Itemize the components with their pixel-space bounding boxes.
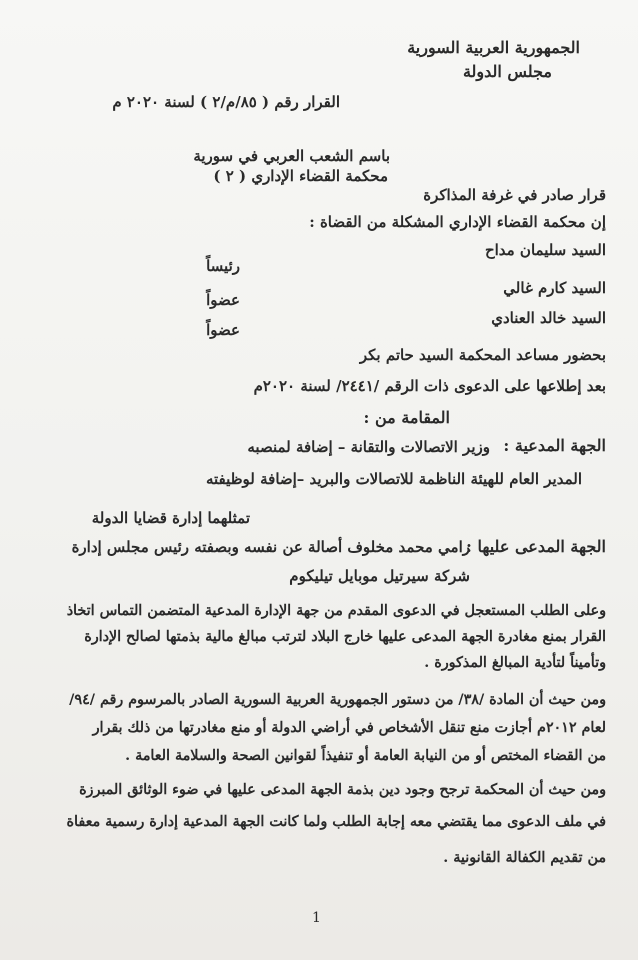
filed-by-title: المقامة من :: [363, 408, 450, 427]
paragraph-line: ومن حيث أن المحكمة ترجح وجود دين بذمة الجهة المدعى عليها في ضوء الوثائق المبرزة: [79, 782, 606, 798]
defendant-label: الجهة المدعى عليها :: [466, 537, 606, 556]
paragraph-line: لعام ٢٠١٢م أجازت منع تنقل الأشخاص في أراضي الدولة أو منع مغادرتها من ذلك بقرار: [92, 720, 606, 736]
paragraph-line: من تقديم الكفالة القانونية .: [443, 850, 606, 866]
plaintiff-line-1: وزير الاتصالات والتقانة – إضافة لمنصبه: [247, 438, 490, 456]
republic-header: الجمهورية العربية السورية: [407, 38, 580, 57]
plaintiff-line-2: المدير العام للهيئة الناظمة للاتصالات والبريد –إضافة لوظيفته: [205, 470, 582, 488]
represented-by: تمثلهما إدارة قضايا الدولة: [91, 509, 250, 527]
paragraph-line: ومن حيث أن المادة /٣٨/ من دستور الجمهورية العربية السورية الصادر بالمرسوم رقم /٩٤/: [69, 692, 606, 708]
formed-line: إن محكمة القضاء الإداري المشكلة من القضاة :: [309, 213, 606, 231]
assistant-line: بحضور مساعد المحكمة السيد حاتم بكر: [359, 346, 606, 364]
page-number: 1: [312, 910, 321, 926]
paragraph-line: وتأميناً لتأدية المبالغ المذكورة .: [424, 655, 606, 671]
review-line: بعد إطلاعها على الدعوى ذات الرقم /٢٤٤١/ لسنة ٢٠٢٠م: [253, 377, 606, 395]
paragraph-line: في ملف الدعوى مما يقتضي معه إجابة الطلب ولما كانت الجهة المدعية إدارة رسمية معفاة: [66, 814, 606, 830]
judge-name: السيد سليمان مداح: [484, 241, 606, 259]
paragraph-line: القرار بمنع مغادرة الجهة المدعى عليها خارج البلاد لترتب مبالغ مالية بذمتها لصالح الإدارة: [84, 629, 606, 645]
judge-role: رئيساً: [206, 257, 240, 275]
council-header: مجلس الدولة: [462, 62, 552, 81]
defendant-line-1: رامي محمد مخلوف أصالة عن نفسه وبصفته رئيس مجلس إدارة: [71, 538, 470, 556]
in-name-line: باسم الشعب العربي في سورية: [193, 147, 390, 165]
judge-role: عضواً: [206, 321, 240, 339]
defendant-line-2: شركة سيرتيل موبايل تيليكوم: [289, 567, 470, 585]
paragraph-line: وعلى الطلب المستعجل في الدعوى المقدم من جهة الإدارة المدعية المتضمن التماس اتخاذ: [66, 603, 606, 619]
judge-role: عضواً: [206, 291, 240, 309]
court-name: محكمة القضاء الإداري ( ٢ ): [213, 167, 388, 185]
judge-name: السيد خالد العنادي: [491, 309, 606, 327]
plaintiff-label: الجهة المدعية :: [503, 436, 606, 455]
decision-number: القرار رقم ( ٨٥/م/٢ ) لسنة ٢٠٢٠ م: [112, 93, 340, 111]
judge-name: السيد كارم غالي: [503, 279, 606, 297]
chamber-line: قرار صادر في غرفة المذاكرة: [423, 186, 606, 204]
paragraph-line: من القضاء المختص أو من النيابة العامة أو تنفيذاً لقوانين الصحة والسلامة العامة .: [125, 748, 606, 764]
